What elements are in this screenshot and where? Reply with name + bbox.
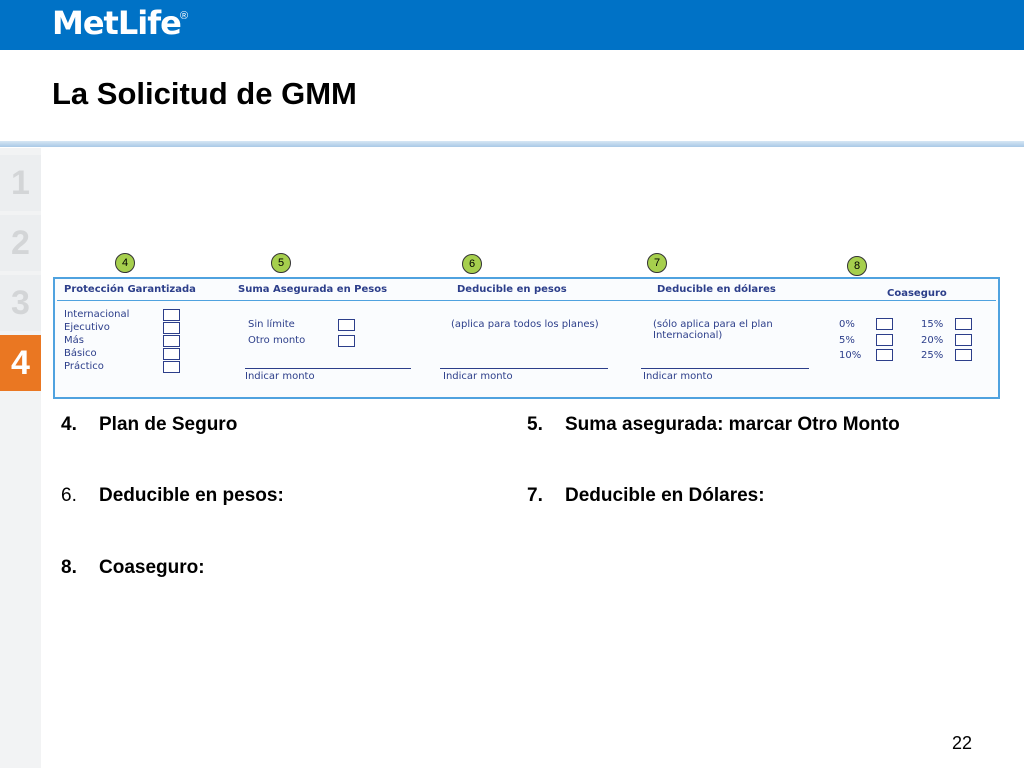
plan-label: Ejecutivo [64,322,110,333]
callout-badge-8: 8 [847,256,867,276]
coaseguro-option-label: 15% [921,319,944,330]
list-number: 6. [61,485,77,506]
plan-checkbox[interactable] [163,322,180,334]
otro-monto-checkbox[interactable] [338,335,355,347]
callout-badge-7: 7 [647,253,667,273]
suma-indicar-label: Indicar monto [245,371,315,382]
list-item-7 [527,485,987,509]
callout-badge-5: 5 [271,253,291,273]
list-item-5 [527,414,987,438]
header-coaseguro: Coaseguro [887,288,947,299]
page-number: 22 [951,733,972,753]
plan-label: Internacional [64,309,130,320]
ded-dolares-note: (sólo aplica para el plan Internacional) [653,319,773,341]
coaseguro-option-label: 25% [921,350,944,361]
header-ded-dolares: Deducible en dólares [657,284,776,295]
ded-pesos-indicar-label: Indicar monto [443,371,513,382]
ded-pesos-amount-line [440,368,608,369]
coaseguro-checkbox[interactable] [876,349,893,361]
coaseguro-checkbox[interactable] [955,334,972,346]
coaseguro-checkbox[interactable] [955,318,972,330]
list-number: 8. [61,557,77,578]
coaseguro-option-label: 10% [839,350,862,361]
list-number: 4. [61,414,77,435]
metlife-logo: MetLife [52,4,181,42]
list-text: Suma asegurada: marcar Otro Monto [565,414,900,435]
list-text: Deducible en pesos: [99,485,284,506]
slide-title: La Solicitud de GMM [52,76,357,111]
coaseguro-option-label: 20% [921,335,944,346]
coaseguro-checkbox[interactable] [876,334,893,346]
plan-checkbox[interactable] [163,361,180,373]
coaseguro-option-label: 5% [839,335,855,346]
application-form-excerpt [53,277,1000,399]
ded-dolares-amount-line [641,368,809,369]
callout-badge-6: 6 [462,254,482,274]
plan-label: Práctico [64,361,104,372]
header-suma: Suma Asegurada en Pesos [238,284,388,295]
form-header-line [57,300,996,301]
header-proteccion: Protección Garantizada [64,284,196,295]
step-3[interactable]: 3 [0,275,41,331]
step-1[interactable]: 1 [0,155,41,211]
otro-monto-label: Otro monto [248,335,306,346]
step-4-active[interactable]: 4 [0,335,41,391]
plan-checkbox[interactable] [163,335,180,347]
ded-dolares-indicar-label: Indicar monto [643,371,713,382]
plan-checkbox[interactable] [163,309,180,321]
coaseguro-checkbox[interactable] [955,349,972,361]
plan-label: Más [64,335,84,346]
sin-limite-label: Sin límite [248,319,295,330]
list-text: Coaseguro: [99,557,205,578]
title-divider [0,141,1024,147]
list-number: 5. [527,414,543,435]
ded-pesos-note: (aplica para todos los planes) [451,319,599,330]
plan-checkbox[interactable] [163,348,180,360]
list-item-4 [61,414,481,438]
list-item-6 [61,485,481,509]
list-number: 7. [527,485,543,506]
list-text: Plan de Seguro [99,414,238,435]
coaseguro-checkbox[interactable] [876,318,893,330]
coaseguro-option-label: 0% [839,319,855,330]
sin-limite-checkbox[interactable] [338,319,355,331]
callout-badge-4: 4 [115,253,135,273]
header-ded-pesos: Deducible en pesos [457,284,567,295]
list-text: Deducible en Dólares: [565,485,765,506]
plan-label: Básico [64,348,97,359]
registered-mark: ® [180,10,189,22]
suma-amount-line [245,368,411,369]
list-item-8 [61,557,481,581]
step-2[interactable]: 2 [0,215,41,271]
header-bar [0,0,1024,50]
